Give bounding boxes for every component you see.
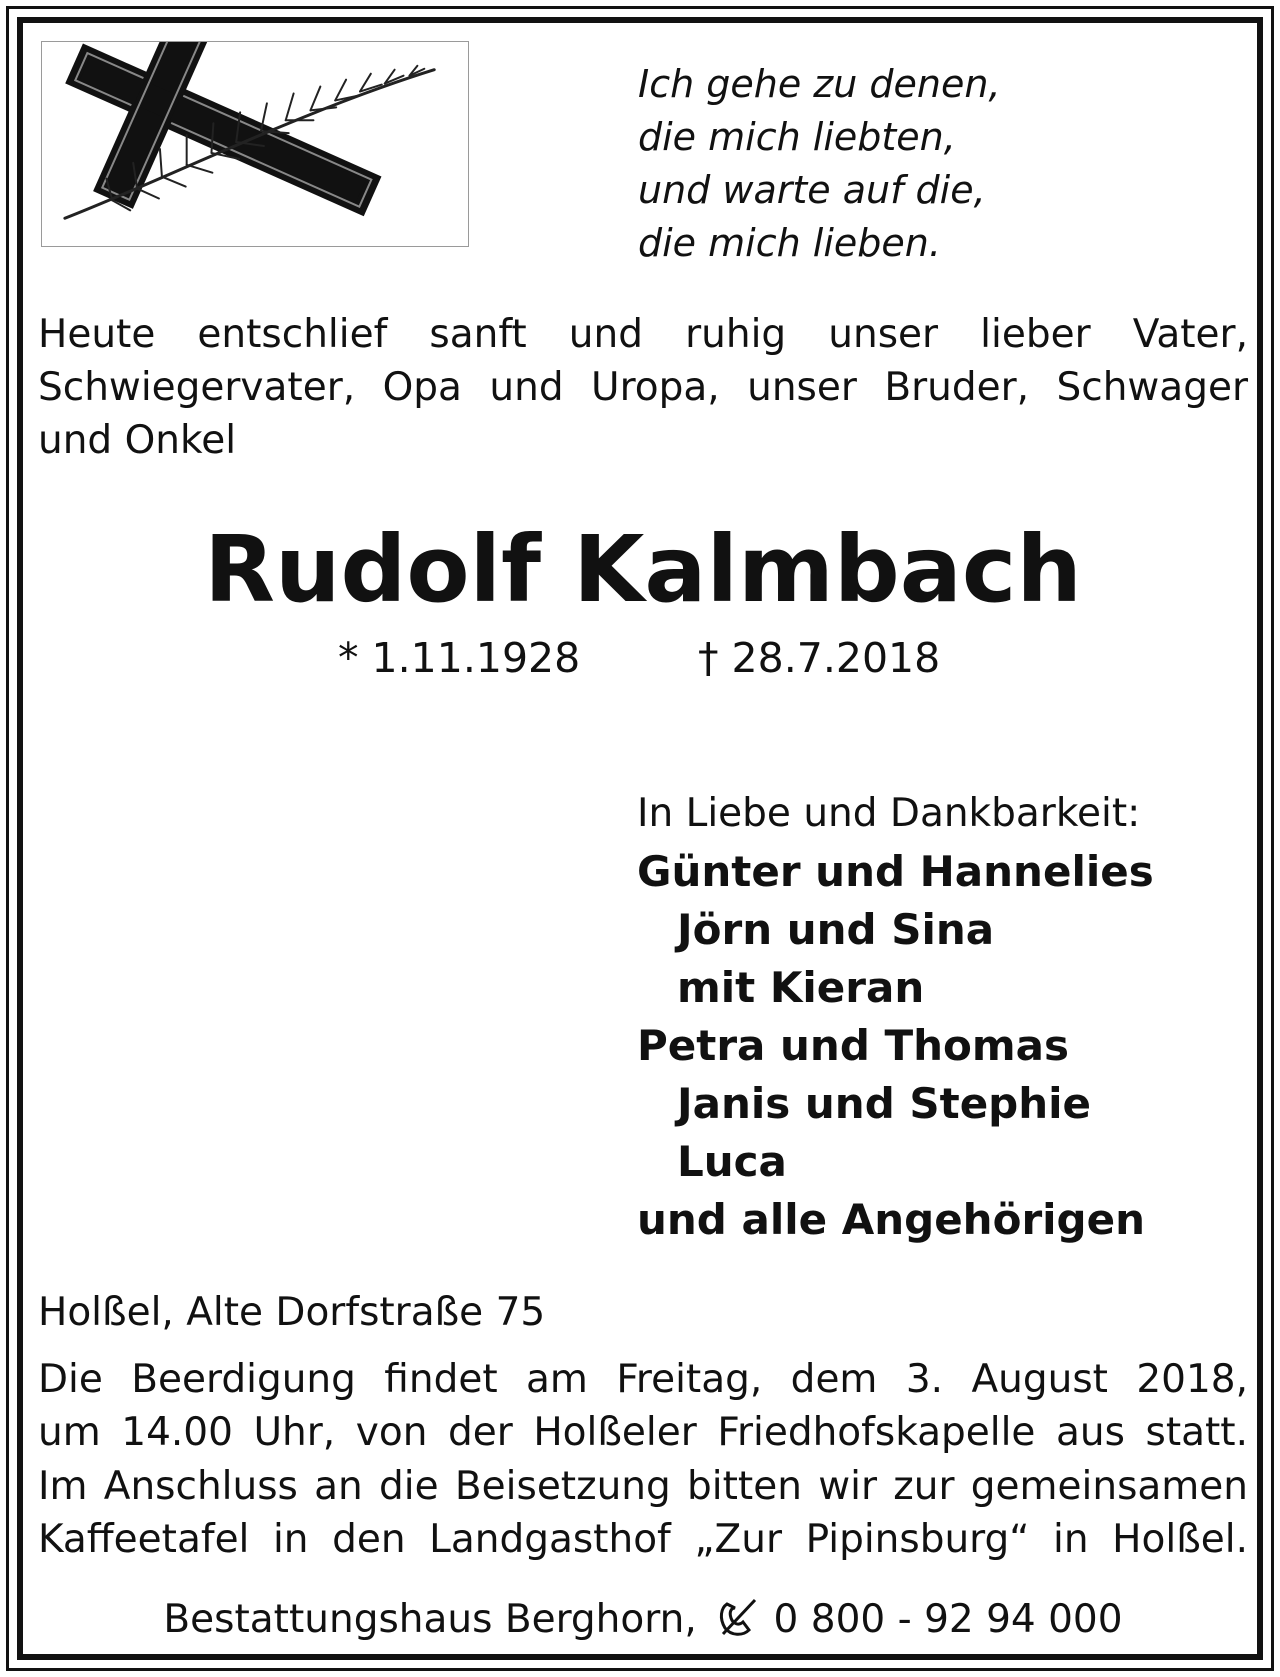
undertaker-footer: [23, 1595, 1263, 1645]
poem-line: die mich lieben.: [638, 221, 941, 265]
intro-line: und Onkel: [38, 418, 237, 463]
mourner: mit Kieran: [677, 963, 925, 1012]
mourner: Luca: [677, 1137, 787, 1186]
deceased-name: Rudolf Kalmbach: [204, 516, 1082, 623]
reception-details: [38, 1460, 1248, 1566]
death-date: † 28.7.2018: [698, 634, 941, 682]
undertaker-name: Bestattungshaus Berghorn,: [163, 1597, 697, 1642]
obituary-notice: [17, 17, 1263, 1660]
cross-icon: [42, 42, 468, 246]
mourners-heading: In Liebe und Dankbarkeit:: [637, 791, 1141, 836]
reception-line: Im Anschluss an die Beisetzung bitten wir zur gemeinsamen: [38, 1464, 1248, 1509]
poem: [638, 58, 1238, 270]
mourners-list: [637, 785, 1257, 1249]
mourner: Petra und Thomas: [637, 1021, 1070, 1070]
mourner: und alle Angehörigen: [637, 1195, 1145, 1244]
funeral-details: [38, 1353, 1248, 1459]
poem-line: die mich liebten,: [638, 115, 956, 159]
cross-and-palm-emblem: [41, 41, 469, 247]
poem-line: Ich gehe zu denen,: [638, 62, 1001, 106]
mourner: Günter und Hannelies: [637, 847, 1154, 896]
funeral-line: Die Beerdigung findet am Freitag, dem 3. August 2018,: [38, 1357, 1248, 1402]
mourner: Jörn und Sina: [677, 905, 995, 954]
handset-icon: [715, 1596, 761, 1638]
intro-line: Heute entschlief sanft und ruhig unser lieber Vater,: [38, 312, 1248, 357]
mourner: Janis und Stephie: [677, 1079, 1092, 1128]
address: Holßel, Alte Dorfstraße 75: [38, 1290, 546, 1335]
poem-line: und warte auf die,: [638, 168, 986, 212]
birth-date: * 1.11.1928: [338, 634, 581, 682]
phone-number: 0 800 - 92 94 000: [773, 1597, 1123, 1642]
intro-line: Schwiegervater, Opa und Uropa, unser Bruder, Schwager: [38, 365, 1248, 410]
reception-line: Kaffeetafel in den Landgasthof „Zur Pipinsburg“ in Holßel.: [38, 1517, 1248, 1562]
intro-text: [38, 308, 1248, 467]
funeral-line: um 14.00 Uhr, von der Holßeler Friedhofskapelle aus statt.: [38, 1410, 1248, 1455]
